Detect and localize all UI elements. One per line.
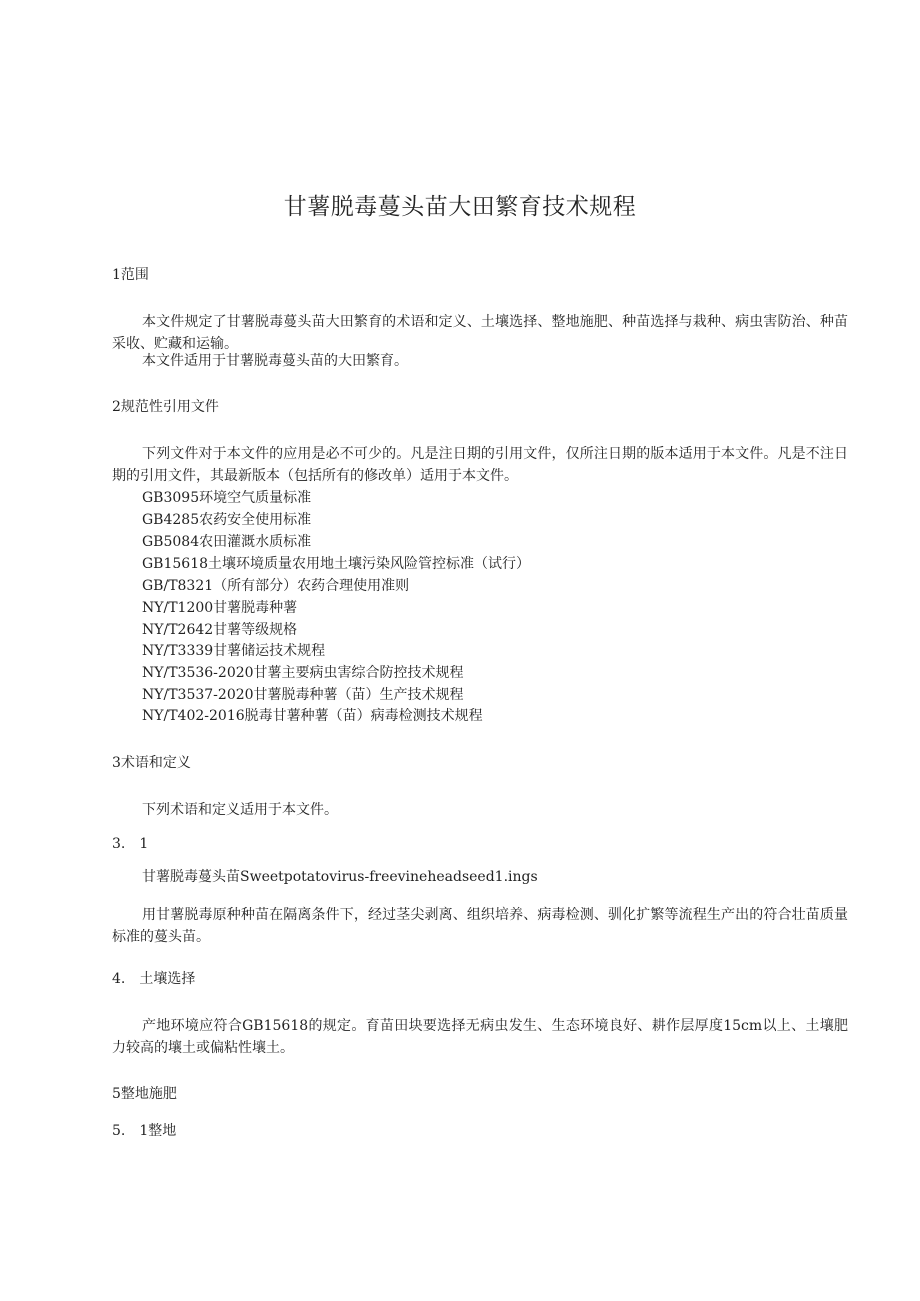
reference-item: NY/T3537-2020甘薯脱毒种薯（苗）生产技术规程 [142,687,464,703]
section-3-heading: 3术语和定义 [112,755,191,771]
reference-item: NY/T3536-2020甘薯主要病虫害综合防控技术规程 [142,665,464,681]
section-2-heading: 2规范性引用文件 [112,399,219,415]
reference-item: NY/T1200甘薯脱毒种薯 [142,600,298,616]
subsection-3-1-number: 3. 1 [112,836,149,852]
section-1-paragraph-1: 本文件规定了甘薯脱毒蔓头苗大田繁育的术语和定义、土壤选择、整地施肥、种苗选择与栽种、病虫害防治、种苗采收、贮藏和运输。 [112,314,848,352]
term-name: 甘薯脱毒蔓头苗Sweetpotatovirus-freevineheadseed1.ings [142,869,538,885]
section-2-paragraph-1: 下列文件对于本文件的应用是必不可少的。凡是注日期的引用文件，仅所注日期的版本适用于本文件。凡是不注日期的引用文件，其最新版本（包括所有的修改单）适用于本文件。 [112,446,848,484]
reference-item: GB4285农药安全使用标准 [142,512,312,528]
reference-item: NY/T402-2016脱毒甘薯种薯（苗）病毒检测技术规程 [142,708,483,724]
reference-item: GB15618土壤环境质量农用地土壤污染风险管控标准（试行） [142,556,531,572]
section-1-paragraph-2: 本文件适用于甘薯脱毒蔓头苗的大田繁育。 [142,353,408,369]
document-title: 甘薯脱毒蔓头苗大田繁育技术规程 [283,194,637,220]
section-5-heading: 5整地施肥 [112,1086,177,1102]
reference-item: NY/T2642甘薯等级规格 [142,622,298,638]
term-definition: 用甘薯脱毒原种种苗在隔离条件下，经过茎尖剥离、组织培养、病毒检测、驯化扩繁等流程生产出的符合壮苗质量标准的蔓头苗。 [112,907,848,945]
reference-item: GB/T8321（所有部分）农药合理使用准则 [142,578,410,594]
section-1-heading: 1范围 [112,267,149,283]
reference-item: GB3095环境空气质量标准 [142,490,312,506]
section-4-paragraph-1: 产地环境应符合GB15618的规定。育苗田块要选择无病虫发生、生态环境良好、耕作层厚度15cm以上、土壤肥力较高的壤土或偏粘性壤土。 [112,1018,848,1056]
reference-item: GB5084农田灌溉水质标准 [142,534,312,550]
section-4-heading: 4. 土壤选择 [112,971,196,987]
subsection-5-1-heading: 5. 1整地 [112,1123,177,1139]
reference-item: NY/T3339甘薯储运技术规程 [142,643,326,659]
section-3-paragraph-1: 下列术语和定义适用于本文件。 [142,802,338,818]
